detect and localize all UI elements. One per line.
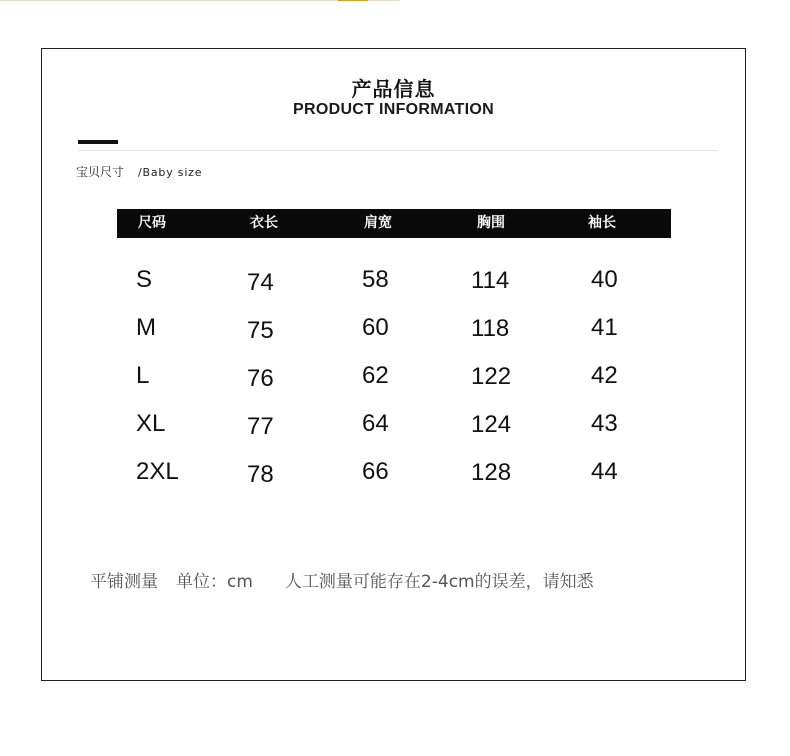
measurement-unit: 单位：cm [176, 572, 253, 592]
column-header-shoulder: 肩宽 [364, 215, 392, 231]
column-header-length: 衣长 [250, 215, 278, 231]
table-cell-length: 77 [247, 413, 274, 440]
table-cell-size: XL [136, 410, 166, 437]
table-cell-length: 76 [247, 365, 274, 392]
table-cell-length: 75 [247, 317, 274, 344]
table-cell-shoulder: 64 [362, 410, 389, 437]
table-cell-length: 74 [247, 269, 274, 296]
table-cell-size: M [136, 314, 156, 341]
measurement-disclaimer: 人工测量可能存在2-4cm的误差，请知悉 [284, 572, 594, 592]
measurement-method: 平铺测量 [90, 572, 158, 592]
product-info-card [41, 48, 746, 681]
column-header-size: 尺码 [138, 215, 166, 231]
table-cell-size: 2XL [136, 458, 179, 485]
table-cell-size: S [136, 266, 153, 293]
table-cell-sleeve: 44 [591, 458, 618, 485]
table-cell-chest: 128 [471, 459, 512, 486]
column-header-chest: 胸围 [477, 215, 505, 231]
table-cell-sleeve: 40 [591, 266, 618, 293]
table-cell-sleeve: 43 [591, 410, 618, 437]
table-cell-shoulder: 62 [362, 362, 389, 389]
column-header-sleeve: 袖长 [588, 215, 616, 231]
table-cell-sleeve: 41 [591, 314, 618, 341]
table-cell-sleeve: 42 [591, 362, 618, 389]
size-label-cn: 宝贝尺寸 [76, 165, 125, 179]
table-cell-size: L [136, 362, 150, 389]
table-cell-shoulder: 66 [362, 458, 389, 485]
table-cell-chest: 114 [471, 267, 510, 294]
title-english: PRODUCT INFORMATION [293, 101, 494, 118]
table-cell-shoulder: 58 [362, 266, 389, 293]
size-label-en: /Baby size [138, 166, 203, 179]
table-cell-shoulder: 60 [362, 314, 389, 341]
section-divider [78, 150, 718, 151]
title-chinese: 产品信息 [351, 77, 436, 101]
accent-divider [78, 140, 118, 144]
table-cell-chest: 118 [471, 315, 510, 342]
table-cell-chest: 124 [471, 411, 512, 438]
measurement-note [90, 567, 594, 592]
table-cell-length: 78 [247, 461, 274, 488]
top-edge-strip [0, 0, 400, 1]
table-cell-chest: 122 [471, 363, 512, 390]
size-section-label [76, 163, 202, 180]
size-table-header [117, 209, 671, 238]
